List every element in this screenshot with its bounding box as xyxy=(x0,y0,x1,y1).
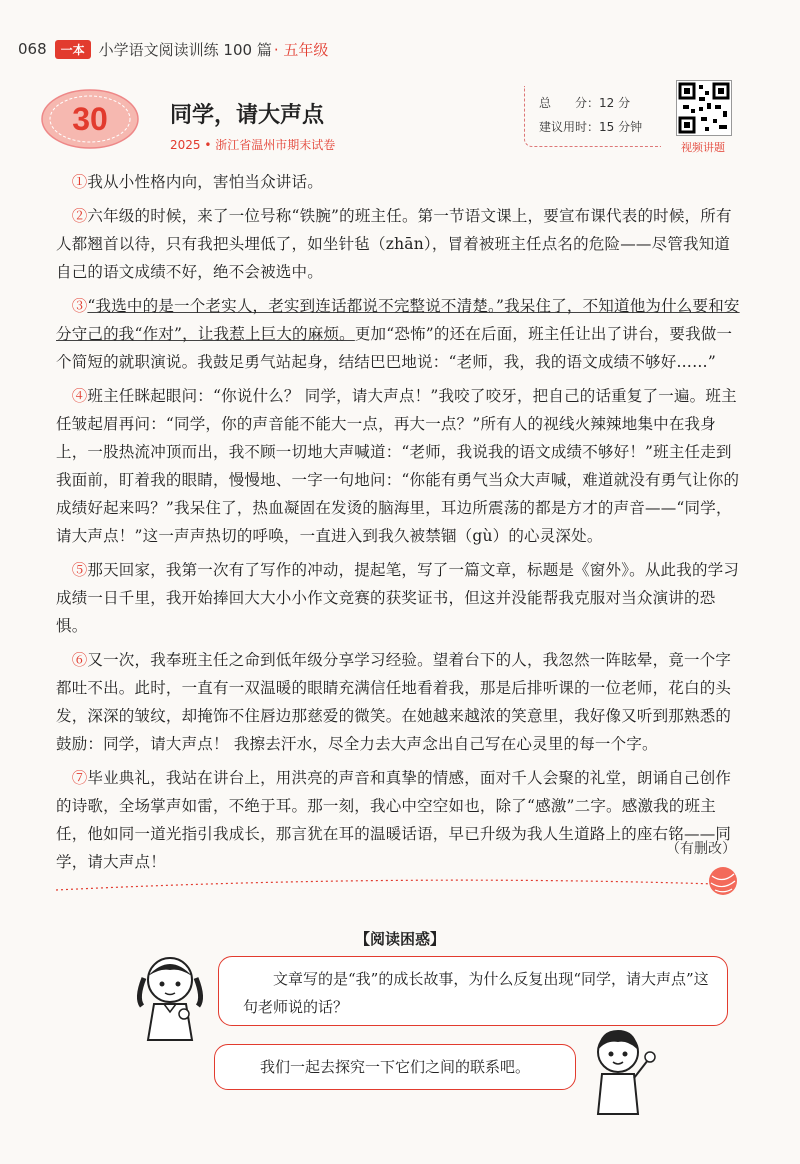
page-number: 068 xyxy=(18,40,47,58)
paragraph-number: ⑥ xyxy=(71,651,88,669)
lesson-source: 2025 • 浙江省温州市期末试卷 xyxy=(170,138,336,152)
paragraph-number: ② xyxy=(71,207,88,225)
paragraph-3: ③“我选中的是一个老实人，老实到连话都说不完整说不清楚。”我呆住了，不知道他为什么要和安分守己的我“作对”，让我惹上巨大的麻烦。更加“恐怖”的还在后面，班主任让出了讲台，要我做一个简短的就职演说。我鼓足勇气站起身，结结巴巴地说：“老师，我，我的语文成绩不够好……” xyxy=(56,297,740,371)
edited-note: （有删改） xyxy=(666,841,736,857)
lesson-title: 同学，请大声点 xyxy=(170,103,325,128)
paragraph-number: ④ xyxy=(71,387,88,405)
brand-logo: 一本 xyxy=(55,40,91,59)
video-lecture-label[interactable]: 视频讲题 xyxy=(681,141,725,154)
reading-answer: 我们一起去探究一下它们之间的联系吧。 xyxy=(259,1058,530,1076)
article-body xyxy=(56,168,744,882)
grade-label: · 五年级 xyxy=(273,40,329,59)
girl-illustration-icon xyxy=(128,948,212,1044)
reading-question: 文章写的是“我”的成长故事，为什么反复出现“同学，请大声点”这句老师说的话？ xyxy=(243,970,709,1016)
paragraph-7: ⑦毕业典礼，我站在讲台上，用洪亮的声音和真挚的情感，面对千人会聚的礼堂，朗诵自己创作的诗歌，全场掌声如雷，不绝于耳。那一刻，我心中空空如也，除了“感激”二字。感激我的班主任，他如同一道光指引我成长，那言犹在耳的温暖话语，早已升级为我人生道路上的座右铭——同学，请大声点！ xyxy=(56,769,732,871)
underlined-sentence: “我选中的是一个老实人，老实到连话都说不完整说不清楚。”我呆住了，不知道他为什么要和安分守己的我“作对”，让我惹上巨大的麻烦。 xyxy=(56,297,740,343)
paragraph-number: ⑤ xyxy=(71,561,88,579)
total-score: 总 分：12 分 xyxy=(539,96,631,110)
paragraph-4: ④班主任眯起眼问：“你说什么？ 同学，请大声点！”我咬了咬牙，把自己的话重复了一遍。班主任皱起眉再问：“同学，你的声音能不能大一点，再大一点？”所有人的视线火辣辣地集中在我身上，一股热流冲顶而出，我不顾一切地大声喊道：“老师，我说我的语文成绩不够好！”班主任走到我面前，盯着我的眼睛，慢慢地、一字一句地问：“你能有勇气当众大声喊，难道就没有勇气让你的成绩好起来吗？”我呆住了，热血凝固在发烫的脑海里，耳边所震荡的都是方才的声音——“同学，请大声点！”这一声声热切的呼唤，一直进入到我久被禁锢（gù）的心灵深处。 xyxy=(56,387,740,545)
qr-code-icon[interactable] xyxy=(676,80,732,136)
lesson-number-badge xyxy=(40,88,140,150)
lesson-number: 30 xyxy=(72,101,108,137)
paragraph-number: ③ xyxy=(71,297,88,315)
yarn-ball-icon xyxy=(706,864,740,898)
paragraph-1: ①我从小性格内向，害怕当众讲话。 xyxy=(71,173,323,191)
paragraph-number: ⑦ xyxy=(71,769,88,787)
page-header xyxy=(18,36,328,62)
dotted-divider xyxy=(56,870,716,894)
suggested-time: 建议用时：15 分钟 xyxy=(539,120,643,134)
question-bubble xyxy=(218,956,728,1026)
paragraph-5: ⑤那天回家，我第一次有了写作的冲动，提起笔，写了一篇文章，标题是《窗外》。从此我的学习成绩一日千里，我开始捧回大大小小作文竞赛的获奖证书，但这并没能帮我克服对当众演讲的恐惧。 xyxy=(56,561,740,635)
answer-bubble xyxy=(214,1044,576,1090)
paragraph-number: ① xyxy=(71,173,88,191)
series-title: 小学语文阅读训练 100 篇 xyxy=(98,40,272,59)
reading-puzzle-title: 【阅读困惑】 xyxy=(354,930,445,948)
score-info-box xyxy=(524,86,661,147)
paragraph-6: ⑥又一次，我奉班主任之命到低年级分享学习经验。望着台下的人，我忽然一阵眩晕，竟一个字都吐不出。此时，一直有一双温暖的眼睛充满信任地看着我，那是后排听课的一位老师，花白的头发，深深的皱纹，却掩饰不住唇边那慈爱的微笑。在她越来越浓的笑意里，我好像又听到那熟悉的鼓励：同学，请大声点！ 我擦去汗水，尽全力去大声念出自己写在心灵里的每一个字。 xyxy=(56,651,732,753)
paragraph-2: ②六年级的时候，来了一位号称“铁腕”的班主任。第一节语文课上，要宣布课代表的时候，所有人都翘首以待，只有我把头埋低了，如坐针毡（zhān），冒着被班主任点名的危险——尽管我知道自己的语文成绩不好，绝不会被选中。 xyxy=(56,207,732,281)
boy-illustration-icon xyxy=(578,1020,662,1116)
